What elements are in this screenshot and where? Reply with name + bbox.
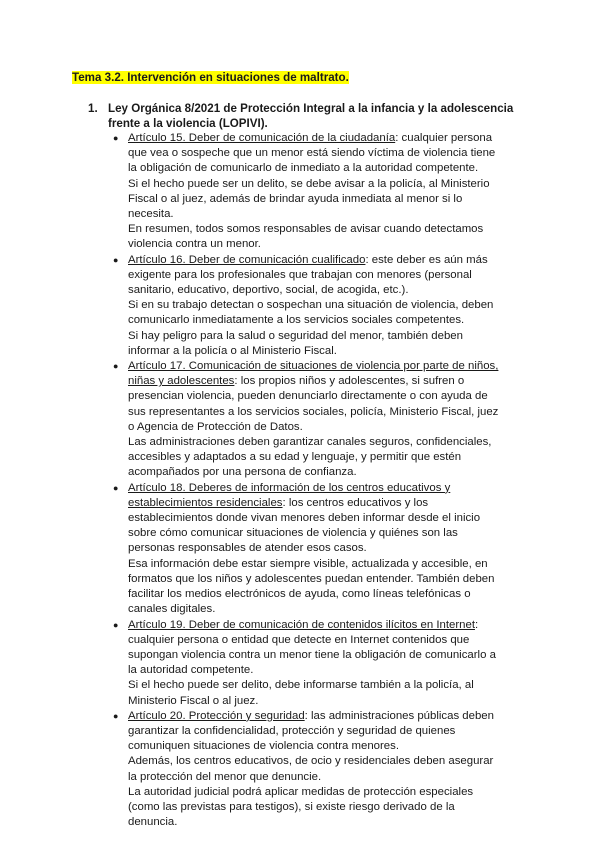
section-heading: [88, 101, 533, 132]
article-title: Artículo 20. Protección y seguridad: [128, 709, 305, 722]
list-item: [113, 618, 500, 709]
article-intro: [128, 481, 500, 557]
bullet-icon: ●: [113, 482, 119, 493]
bullet-icon: ●: [113, 133, 119, 143]
article-paragraph: Si en su trabajo detectan o sospechan una situación de violencia, deben comunicarlo inmediatamente a los servicios sociales competentes.: [128, 299, 494, 327]
section-number: 1.: [88, 102, 98, 115]
article-paragraph: La autoridad judicial podrá aplicar medidas de protección especiales (como las previstas para testigos), si existe riesgo derivado de la denuncia.: [128, 785, 474, 829]
article-list: [113, 131, 500, 830]
article-text: : cualquier persona o entidad que detecte en Internet contenidos que supongan violencia contra un menor tiene la obligación de comunicarlo a la autoridad competente.: [128, 618, 496, 677]
article-text: : este deber es aún más exigente para los profesionales que trabajan con menores (personal sanitario, educativo, deportivo, social, de acogida, etc.).: [128, 253, 488, 297]
bullet-icon: ●: [113, 619, 119, 630]
article-intro: [128, 131, 500, 177]
article-paragraph: Si el hecho puede ser delito, debe informarse también a la policía, al Ministerio Fiscal o al juez.: [128, 679, 474, 707]
article-paragraph: Si hay peligro para la salud o seguridad del menor, también deben informar a la policía o al Ministerio Fiscal.: [128, 329, 463, 357]
article-paragraph: En resumen, todos somos responsables de avisar cuando detectamos violencia contra un menor.: [128, 223, 484, 251]
article-text: : las administraciones públicas deben garantizar la confidencialidad, protección y seguridad de quienes comuniquen situaciones de violencia contra menores.: [128, 709, 494, 753]
article-intro: [128, 359, 500, 435]
article-intro: [128, 709, 500, 755]
bullet-icon: ●: [113, 361, 119, 372]
article-intro: [128, 253, 500, 299]
bullet-icon: ●: [113, 710, 119, 721]
article-title: Artículo 19. Deber de comunicación de contenidos ilícitos en Internet: [128, 618, 475, 631]
article-title: Artículo 16. Deber de comunicación cualificado: [128, 253, 366, 266]
article-intro: [128, 618, 500, 679]
article-paragraph: Esa información debe estar siempre visible, actualizada y accesible, en formatos que los niños y adolescentes puedan entender. También deben facilitar los medios electrónicos de ayuda, como líneas telefónicas o canales digitales.: [128, 557, 495, 616]
bullet-icon: ●: [113, 254, 119, 265]
article-title: Artículo 18. Deberes de información de los centros educativos y establecimientos residenciales: [128, 481, 451, 509]
article-paragraph: Las administraciones deben garantizar canales seguros, confidenciales, accesibles y adaptados a su edad y lenguaje, y permitir que estén acompañados por una persona de confianza.: [128, 436, 492, 479]
article-text: : los centros educativos y los establecimientos donde vivan menores deben informar desde el inicio sobre cómo comunicar situaciones de violencia y quiénes son las personas responsables de atender esos casos.: [128, 496, 481, 555]
article-text: : cualquier persona que vea o sospeche que un menor está siendo víctima de violencia tiene la obligación de comunicarlo de inmediato a la autoridad competente.: [128, 132, 496, 175]
article-title: Artículo 15. Deber de comunicación de la ciudadanía: [128, 132, 396, 144]
article-title: Artículo 17. Comunicación de situaciones de violencia por parte de niños, niñas y adolescentes: [128, 360, 499, 388]
article-paragraph: Además, los centros educativos, de ocio y residenciales deben asegurar la protección del menor que denuncie.: [128, 755, 494, 783]
list-item: [113, 481, 500, 618]
list-item: [113, 709, 500, 831]
article-paragraph: Si el hecho puede ser un delito, se debe avisar a la policía, al Ministerio Fiscal o al juez, además de brindar ayuda inmediata al menor si lo necesita.: [128, 177, 490, 221]
list-item: [113, 359, 500, 481]
page-title: Tema 3.2. Intervención en situaciones de maltrato.: [72, 71, 349, 84]
list-item: [113, 131, 500, 253]
article-text: : los propios niños y adolescentes, si sufren o presencian violencia, pueden denunciarlo directamente o con ayuda de sus representantes a los servicios sociales, policía, Ministerio Fiscal, juez o Agencia de Protección de Datos.: [128, 375, 499, 433]
list-item: [113, 253, 500, 359]
section-title: Ley Orgánica 8/2021 de Protección Integral a la infancia y la adolescencia frente a la violencia (LOPIVI).: [108, 102, 514, 131]
